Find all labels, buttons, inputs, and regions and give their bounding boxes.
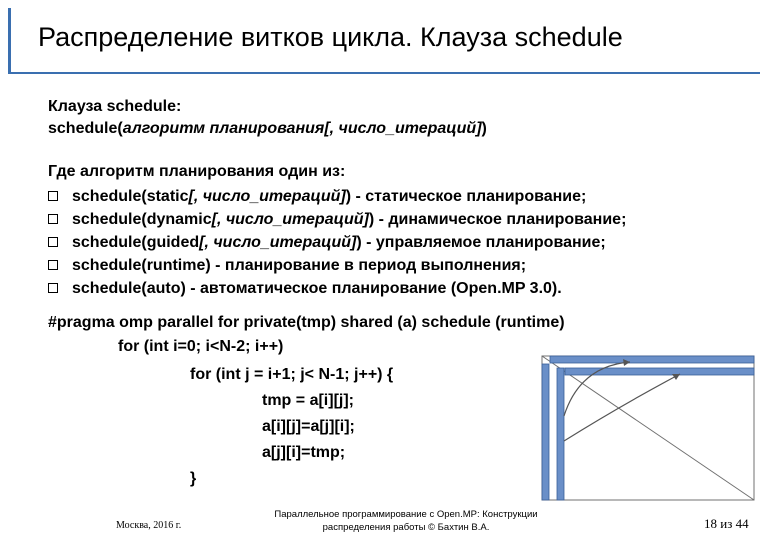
footer-course: [248, 508, 564, 534]
checkbox-bullet-icon: [48, 191, 58, 201]
list-item: [48, 277, 626, 300]
code-line-tmp: tmp = a[i][j];: [262, 392, 354, 409]
checkbox-bullet-icon: [48, 214, 58, 224]
where-heading: Где алгоритм планирования один из:: [48, 163, 346, 180]
matrix-diagonal: [542, 356, 754, 500]
upper-row-bar: [550, 356, 754, 363]
item-post: ) - динамическое планирование;: [368, 211, 627, 228]
syntax-arg2: [, число_итераций]: [324, 120, 482, 137]
list-item: [48, 208, 626, 231]
item-pre: schedule(guided: [72, 234, 200, 251]
footer-course-line2: распределения работы © Бахтин В.А.: [322, 522, 490, 533]
code-line-close-brace: }: [190, 470, 197, 487]
footer-location: Москва, 2016 г.: [116, 520, 182, 531]
checkbox-bullet-icon: [48, 283, 58, 293]
syntax-heading: Клауза schedule:: [48, 98, 182, 115]
item-opt: [, число_итераций]: [188, 188, 346, 205]
item-post: ) - статическое планирование;: [345, 188, 587, 205]
schedule-list: [48, 185, 626, 300]
syntax-suffix: ): [481, 120, 487, 137]
item-pre: schedule(dynamic: [72, 211, 212, 228]
item-post: ) - управляемое планирование;: [356, 234, 606, 251]
syntax-line: [48, 120, 487, 138]
item-opt: [, число_итераций]: [199, 234, 357, 251]
matrix-transpose-diagram: [520, 346, 770, 506]
page-title: Распределение витков цикла. Клауза schedule: [38, 22, 623, 52]
list-item: [48, 254, 626, 277]
list-item: [48, 231, 626, 254]
code-line-inner-for: for (int j = i+1; j< N-1; j++) {: [190, 366, 394, 383]
item-pre: schedule(static: [72, 188, 189, 205]
code-line-swap1: a[i][j]=a[j][i];: [262, 418, 355, 435]
code-line-swap2: a[j][i]=tmp;: [262, 444, 346, 461]
second-column-bar: [557, 368, 564, 500]
footer-course-line1: Параллельное программирование с Open.MP: Конструкции: [274, 509, 538, 520]
syntax-prefix: schedule(: [48, 120, 123, 137]
item-pre: schedule(runtime) - планирование в период выполнения;: [72, 257, 527, 274]
checkbox-bullet-icon: [48, 237, 58, 247]
list-item: [48, 185, 626, 208]
code-line-outer-for: for (int i=0; i<N-2; i++): [118, 338, 284, 355]
checkbox-bullet-icon: [48, 260, 58, 270]
code-line-pragma: #pragma omp parallel for private(tmp) shared (a) schedule (runtime): [48, 314, 565, 331]
syntax-arg1: алгоритм планирования: [122, 120, 325, 137]
page-number: 18 из 44: [704, 516, 749, 531]
item-opt: [, число_итераций]: [211, 211, 369, 228]
item-pre: schedule(auto) - автоматическое планирование (Open.MP 3.0).: [72, 280, 562, 297]
left-column-bar: [542, 364, 549, 500]
